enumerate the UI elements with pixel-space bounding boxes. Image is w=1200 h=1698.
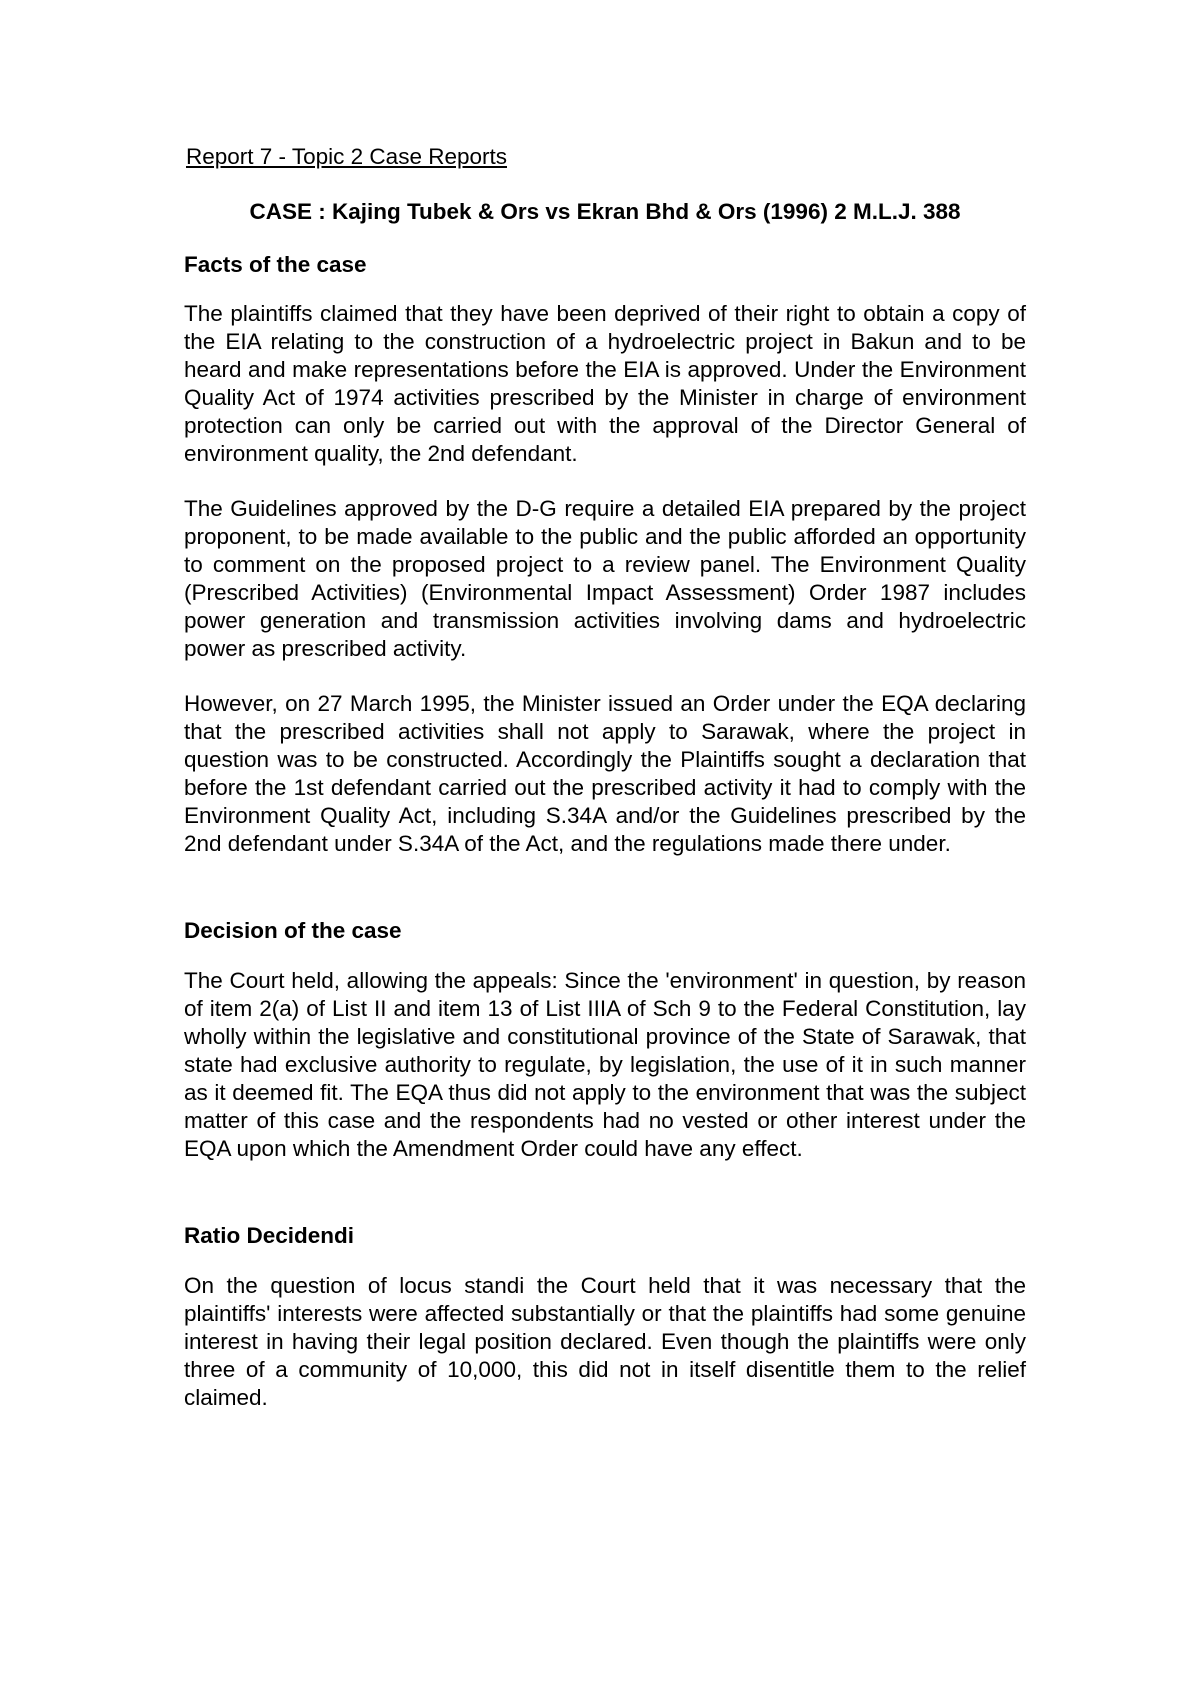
- facts-paragraph-2: The Guidelines approved by the D-G require a detailed EIA prepared by the project proponent, to be made available to the public and the public afforded an opportunity to comment on the proposed project to a review panel. The Environment Quality (Prescribed Activities) (Environmental Impact Assessment) Order 1987 includes power generation and transmission activities involving dams and hydroelectric power as prescribed activity.: [184, 496, 1026, 661]
- ratio-heading: Ratio Decidendi: [184, 1223, 355, 1248]
- document-page: [184, 140, 1026, 1412]
- ratio-paragraph: On the question of locus standi the Court held that it was necessary that the plaintiffs' interests were affected substantially or that the plaintiffs had some genuine interest in having their legal position declared. Even though the plaintiffs were only three of a community of 10,000, this did not in itself disentitle them to the relief claimed.: [184, 1273, 1026, 1410]
- case-title: CASE : Kajing Tubek & Ors vs Ekran Bhd & Ors (1996) 2 M.L.J. 388: [249, 199, 961, 224]
- decision-heading: Decision of the case: [184, 918, 402, 943]
- facts-heading: Facts of the case: [184, 252, 367, 277]
- decision-paragraph: The Court held, allowing the appeals: Since the 'environment' in question, by reason of item 2(a) of List II and item 13 of List IIIA of Sch 9 to the Federal Constitution, lay wholly within the legislative and constitutional province of the State of Sarawak, that state had exclusive authority to regulate, by legislation, the use of it in such manner as it deemed fit. The EQA thus did not apply to the environment that was the subject matter of this case and the respondents had no vested or other interest under the EQA upon which the Amendment Order could have any effect.: [184, 968, 1026, 1161]
- document-title: Report 7 - Topic 2 Case Reports: [186, 144, 507, 169]
- facts-paragraph-3: However, on 27 March 1995, the Minister issued an Order under the EQA declaring that the prescribed activities shall not apply to Sarawak, where the project in question was to be constructed. Accordingly the Plaintiffs sought a declaration that before the 1st defendant carried out the prescribed activity it had to comply with the Environment Quality Act, including S.34A and/or the Guidelines prescribed by the 2nd defendant under S.34A of the Act, and the regulations made there under.: [184, 691, 1026, 856]
- facts-paragraph-1: The plaintiffs claimed that they have been deprived of their right to obtain a copy of the EIA relating to the construction of a hydroelectric project in Bakun and to be heard and make representations before the EIA is approved. Under the Environment Quality Act of 1974 activities prescribed by the Minister in charge of environment protection can only be carried out with the approval of the Director General of environment quality, the 2nd defendant.: [184, 301, 1026, 466]
